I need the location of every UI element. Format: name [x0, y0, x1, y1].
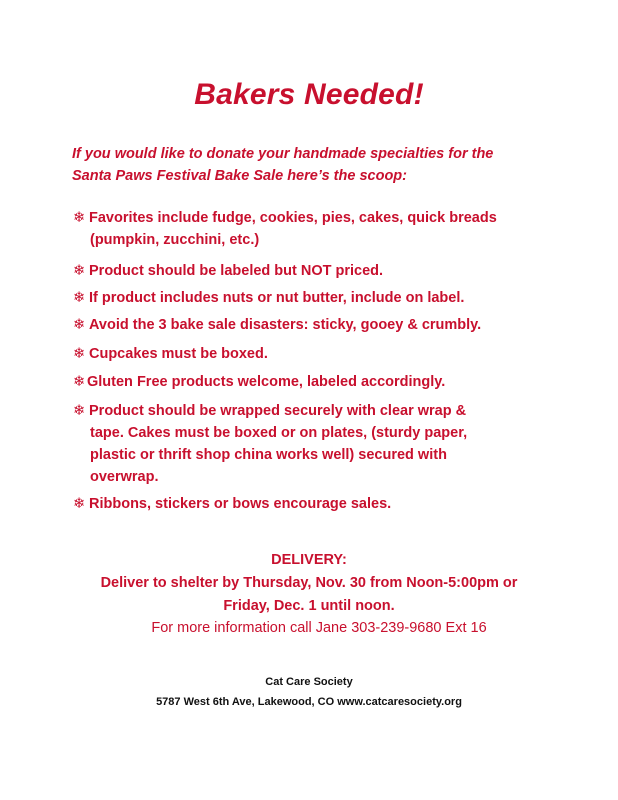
snowflake-icon: ❄	[73, 374, 86, 390]
intro-line-1: If you would like to donate your handmade specialties for the	[72, 146, 494, 162]
snowflake-icon: ❄	[73, 210, 86, 226]
list-item: ❄ Product should be labeled but NOT priced.	[73, 260, 383, 282]
snowflake-icon: ❄	[73, 346, 86, 362]
list-item: ❄ Gluten Free products welcome, labeled accordingly.	[73, 371, 445, 393]
delivery-line-2: Friday, Dec. 1 until noon.	[223, 598, 395, 614]
list-item: ❄ Ribbons, stickers or bows encourage sales.	[73, 493, 391, 515]
snowflake-icon: ❄	[73, 290, 86, 306]
intro-text	[72, 143, 572, 187]
delivery-heading: DELIVERY:	[271, 552, 347, 568]
list-item: ❄ Favorites include fudge, cookies, pies, cakes, quick breads (pumpkin, zucchini, etc.)	[73, 207, 497, 251]
snowflake-icon: ❄	[73, 317, 86, 333]
intro-line-2: Santa Paws Festival Bake Sale here’s the scoop:	[72, 168, 407, 184]
list-item: ❄ If product includes nuts or nut butter, include on label.	[73, 287, 464, 309]
snowflake-icon: ❄	[73, 263, 86, 279]
list-item: ❄ Cupcakes must be boxed.	[73, 343, 268, 365]
page-title: Bakers Needed!	[194, 78, 424, 111]
footer-org-name: Cat Care Society	[265, 676, 353, 688]
footer-address: 5787 West 6th Ave, Lakewood, CO www.catcaresociety.org	[156, 696, 462, 708]
list-item: ❄ Avoid the 3 bake sale disasters: sticky, gooey & crumbly.	[73, 314, 481, 336]
snowflake-icon: ❄	[73, 403, 86, 419]
contact-info: For more information call Jane 303-239-9680 Ext 16	[151, 620, 487, 636]
delivery-line-1: Deliver to shelter by Thursday, Nov. 30 from Noon-5:00pm or	[100, 575, 518, 591]
snowflake-icon: ❄	[73, 496, 86, 512]
list-item: ❄ Product should be wrapped securely with clear wrap & tape. Cakes must be boxed or on plates, (sturdy paper, plastic or thrift shop china works well) secured with overwrap.	[73, 400, 467, 488]
